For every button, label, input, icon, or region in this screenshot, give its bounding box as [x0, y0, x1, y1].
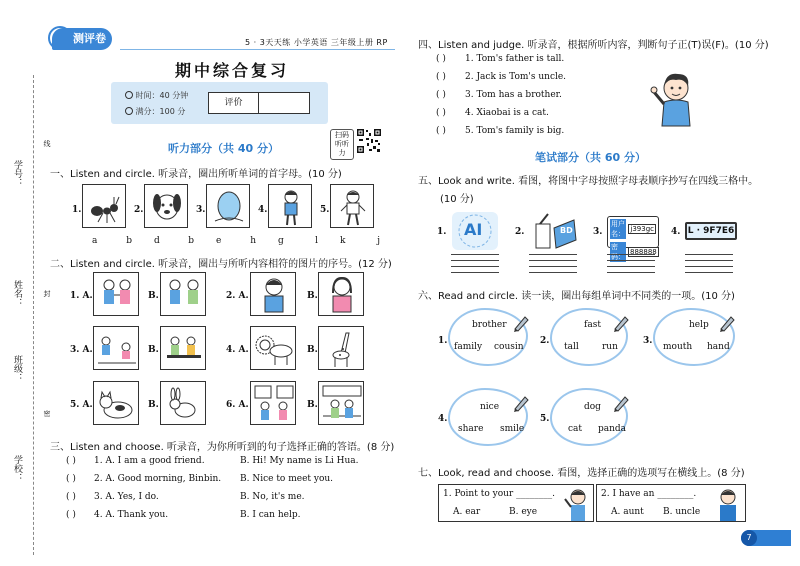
ai-picture	[452, 212, 498, 250]
boy-pointing-icon	[563, 487, 593, 521]
ai-label: AI	[464, 220, 483, 239]
pencil-icon	[612, 394, 630, 412]
q6-num-3: 3.	[643, 336, 653, 346]
ant-icon	[83, 185, 127, 229]
q3-option-a-4: 4. A. Thank you.	[94, 510, 169, 520]
q5-points: (10 分)	[440, 194, 474, 205]
q3-option-b-1: B. Hi! My name is Li Hua.	[240, 456, 359, 466]
time-info: 时间：40 分钟	[125, 90, 188, 101]
q2-num-3: 3. A.	[70, 345, 93, 355]
secret-label: 密	[43, 410, 51, 417]
q1-picture-5	[330, 184, 374, 228]
clock-icon	[125, 91, 133, 99]
q1-num-1: 1.	[72, 205, 82, 215]
q3-paren-3[interactable]: ( )	[66, 492, 76, 502]
q6-word[interactable]: fast	[584, 320, 601, 330]
q4-paren-3[interactable]: ( )	[436, 90, 446, 100]
q1-heading: 一、Listen and circle. 听录音，圈出所听单词的首字母。(10 分)	[50, 169, 342, 180]
q5-writing-lines-2[interactable]	[529, 254, 577, 274]
page-number: 7	[741, 530, 757, 546]
kids-table-icon	[161, 327, 207, 371]
q6-word[interactable]: mouth	[663, 342, 693, 352]
grade-cell[interactable]	[259, 93, 309, 113]
qr-label: 扫码听听力	[330, 129, 354, 160]
q5-num-4: 4.	[671, 227, 681, 237]
q5-num-2: 2.	[515, 227, 525, 237]
password-row: 密码： 888888	[611, 243, 657, 261]
q1-picture-1	[82, 184, 126, 228]
q4-sentence-2: 2. Jack is Tom's uncle.	[465, 72, 567, 82]
q2-b-1: B.	[148, 291, 159, 301]
badge: 测评卷	[52, 28, 112, 50]
q3-paren-1[interactable]: ( )	[66, 456, 76, 466]
q6-num-5: 5.	[540, 414, 550, 424]
q3-option-b-3: B. No, it's me.	[240, 492, 305, 502]
q1-picture-4	[268, 184, 312, 228]
q3-heading: 三、Listen and choose. 听录音，为你所听到的句子选择正确的答语。(8 分)	[50, 442, 395, 453]
q6-word[interactable]: cousin	[494, 342, 524, 352]
q6-word[interactable]: nice	[480, 402, 500, 412]
q4-sentence-3: 3. Tom has a brother.	[465, 90, 562, 100]
binding-line	[33, 75, 34, 555]
q6-num-4: 4.	[438, 414, 448, 424]
q2-6-picture-a[interactable]	[250, 381, 296, 425]
q6-word[interactable]: brother	[472, 320, 507, 330]
q5-writing-lines-1[interactable]	[451, 254, 499, 274]
kids-playing-icon	[94, 327, 140, 371]
q7-box-2	[596, 484, 746, 522]
q2-2-picture-b[interactable]	[318, 272, 364, 316]
listening-heading: 听力部分（共 40 分）	[168, 142, 279, 155]
q1-letters-2: d b	[154, 236, 194, 246]
school-label: 学校：	[12, 455, 22, 482]
q2-1-picture-b[interactable]	[160, 272, 206, 316]
q5-writing-lines-3[interactable]	[607, 254, 655, 274]
bd-label: BD	[560, 226, 573, 235]
q7-option-b-1[interactable]: B. eye	[509, 507, 538, 517]
q6-word[interactable]: share	[458, 424, 484, 434]
q2-5-picture-a[interactable]	[93, 381, 139, 425]
pencil-icon	[718, 314, 736, 332]
q2-3-picture-b[interactable]	[160, 326, 206, 370]
q2-num-6: 6. A.	[226, 400, 249, 410]
q2-b-5: B.	[148, 400, 159, 410]
q2-b-4: B.	[307, 345, 318, 355]
q6-word[interactable]: run	[602, 342, 618, 352]
boy-icon	[269, 185, 313, 229]
q6-word[interactable]: smile	[500, 424, 525, 434]
boy-waving-icon	[650, 68, 704, 130]
writing-heading: 笔试部分（共 60 分）	[535, 151, 646, 164]
q6-word[interactable]: panda	[598, 424, 627, 434]
q3-option-b-4: B. I can help.	[240, 510, 301, 520]
q2-6-picture-b[interactable]	[318, 381, 364, 425]
q2-4-picture-a[interactable]	[250, 326, 296, 370]
q4-heading: 四、Listen and judge. 听录音，根据所听内容，判断句子正(T)误(F)。(10 分)	[418, 40, 769, 51]
q6-word[interactable]: hand	[707, 342, 730, 352]
q2-num-1: 1. A.	[70, 291, 93, 301]
q1-num-3: 3.	[196, 205, 206, 215]
q2-heading: 二、Listen and circle. 听录音，圈出与所听内容相符的图片的序号。(12 分)	[50, 259, 392, 270]
q4-paren-5[interactable]: ( )	[436, 126, 446, 136]
dog-icon	[145, 185, 189, 229]
q2-4-picture-b[interactable]	[318, 326, 364, 370]
friends-icon	[161, 273, 207, 317]
man-icon	[713, 487, 743, 521]
q4-sentence-1: 1. Tom's father is tall.	[465, 54, 565, 64]
q3-paren-4[interactable]: ( )	[66, 510, 76, 520]
q1-letters-4: g l	[278, 236, 318, 246]
q2-5-picture-b[interactable]	[160, 381, 206, 425]
name-label: 姓名：	[12, 280, 22, 307]
q6-num-2: 2.	[540, 336, 550, 346]
q4-sentence-5: 5. Tom's family is big.	[465, 126, 565, 136]
giraffe-icon	[319, 327, 365, 371]
q4-paren-1[interactable]: ( )	[436, 54, 446, 64]
q3-option-a-1: 1. A. I am a good friend.	[94, 456, 205, 466]
q6-word[interactable]: help	[689, 320, 709, 330]
q7-option-a-2[interactable]: A. aunt	[611, 507, 644, 517]
qr-code-icon[interactable]	[356, 128, 382, 154]
header-divider	[120, 49, 395, 50]
q2-b-2: B.	[307, 291, 318, 301]
q2-3-picture-a[interactable]	[93, 326, 139, 370]
two-girls-icon	[94, 273, 140, 317]
q7-option-a-1[interactable]: A. ear	[453, 507, 481, 517]
seal-line-label: 线	[43, 140, 51, 147]
man-icon	[251, 273, 297, 317]
q1-num-5: 5.	[320, 205, 330, 215]
grade-table	[208, 92, 310, 114]
pencil-icon	[512, 394, 530, 412]
q6-word[interactable]: dog	[584, 402, 601, 412]
q4-paren-4[interactable]: ( )	[436, 108, 446, 118]
cat-icon	[94, 382, 140, 426]
q2-num-5: 5. A.	[70, 400, 93, 410]
q1-picture-2	[144, 184, 188, 228]
q7-box-1	[438, 484, 594, 522]
q6-word[interactable]: family	[454, 342, 483, 352]
q1-num-4: 4.	[258, 205, 268, 215]
q5-writing-lines-4[interactable]	[685, 254, 733, 274]
egg-icon	[207, 185, 251, 229]
grade-label: 评价	[209, 93, 259, 113]
star-icon	[125, 107, 133, 115]
q6-heading: 六、Read and circle. 读一读，圈出每组单词中不同类的一项。(10 分)	[418, 291, 735, 302]
q4-sentence-4: 4. Xiaobai is a cat.	[465, 108, 549, 118]
pencil-icon	[512, 314, 530, 332]
q5-num-3: 3.	[593, 227, 603, 237]
page-title: 期中综合复习	[175, 61, 290, 80]
q6-num-1: 1.	[438, 336, 448, 346]
hallway-icon	[319, 382, 365, 426]
q3-option-b-2: B. Nice to meet you.	[240, 474, 334, 484]
woman-icon	[319, 273, 365, 317]
q7-heading: 七、Look, read and choose. 看图，选择正确的选项写在横线上。(8 分)	[418, 468, 745, 479]
q6-word[interactable]: tall	[564, 342, 579, 352]
q3-paren-2[interactable]: ( )	[66, 474, 76, 484]
q1-picture-3	[206, 184, 250, 228]
q7-question-1: 1. Point to your ________.	[443, 489, 555, 499]
rabbit-icon	[161, 382, 207, 426]
q1-letters-5: k j	[340, 236, 380, 246]
class-label: 班级：	[12, 355, 22, 382]
q2-num-4: 4. A.	[226, 345, 249, 355]
q5-heading: 五、Look and write. 看图，将图中字母按照字母表顺序抄写在四线三格中。	[418, 176, 759, 187]
q2-num-2: 2. A.	[226, 291, 249, 301]
score-info: 满分：100 分	[125, 106, 185, 117]
kid-icon	[331, 185, 375, 229]
series-info: 5 · 3天天练 小学英语 三年级上册 RP	[245, 38, 388, 47]
login-picture	[607, 216, 659, 261]
username-row: 用户名： j393gc	[611, 220, 654, 238]
q1-letters-3: e h	[216, 236, 256, 246]
q7-question-2: 2. I have an ________.	[601, 489, 697, 499]
q2-b-6: B.	[307, 400, 318, 410]
pencil-icon	[612, 314, 630, 332]
seal-label: 封	[43, 290, 51, 297]
q1-letters-1: a b	[92, 236, 132, 246]
q6-word[interactable]: cat	[568, 424, 583, 434]
q1-num-2: 2.	[134, 205, 144, 215]
q2-1-picture-a[interactable]	[93, 272, 139, 316]
q3-option-a-3: 3. A. Yes, I do.	[94, 492, 159, 502]
q4-paren-2[interactable]: ( )	[436, 72, 446, 82]
license-plate: L · 9F7E6	[685, 222, 737, 240]
lion-icon	[251, 327, 297, 371]
drink-picture	[530, 212, 578, 250]
q2-b-3: B.	[148, 345, 159, 355]
classroom-icon	[251, 382, 297, 426]
q7-option-b-2[interactable]: B. uncle	[663, 507, 701, 517]
q3-option-a-2: 2. A. Good morning, Binbin.	[94, 474, 222, 484]
student-id-label: 学号：	[12, 160, 22, 187]
q2-2-picture-a[interactable]	[250, 272, 296, 316]
q5-num-1: 1.	[437, 227, 447, 237]
